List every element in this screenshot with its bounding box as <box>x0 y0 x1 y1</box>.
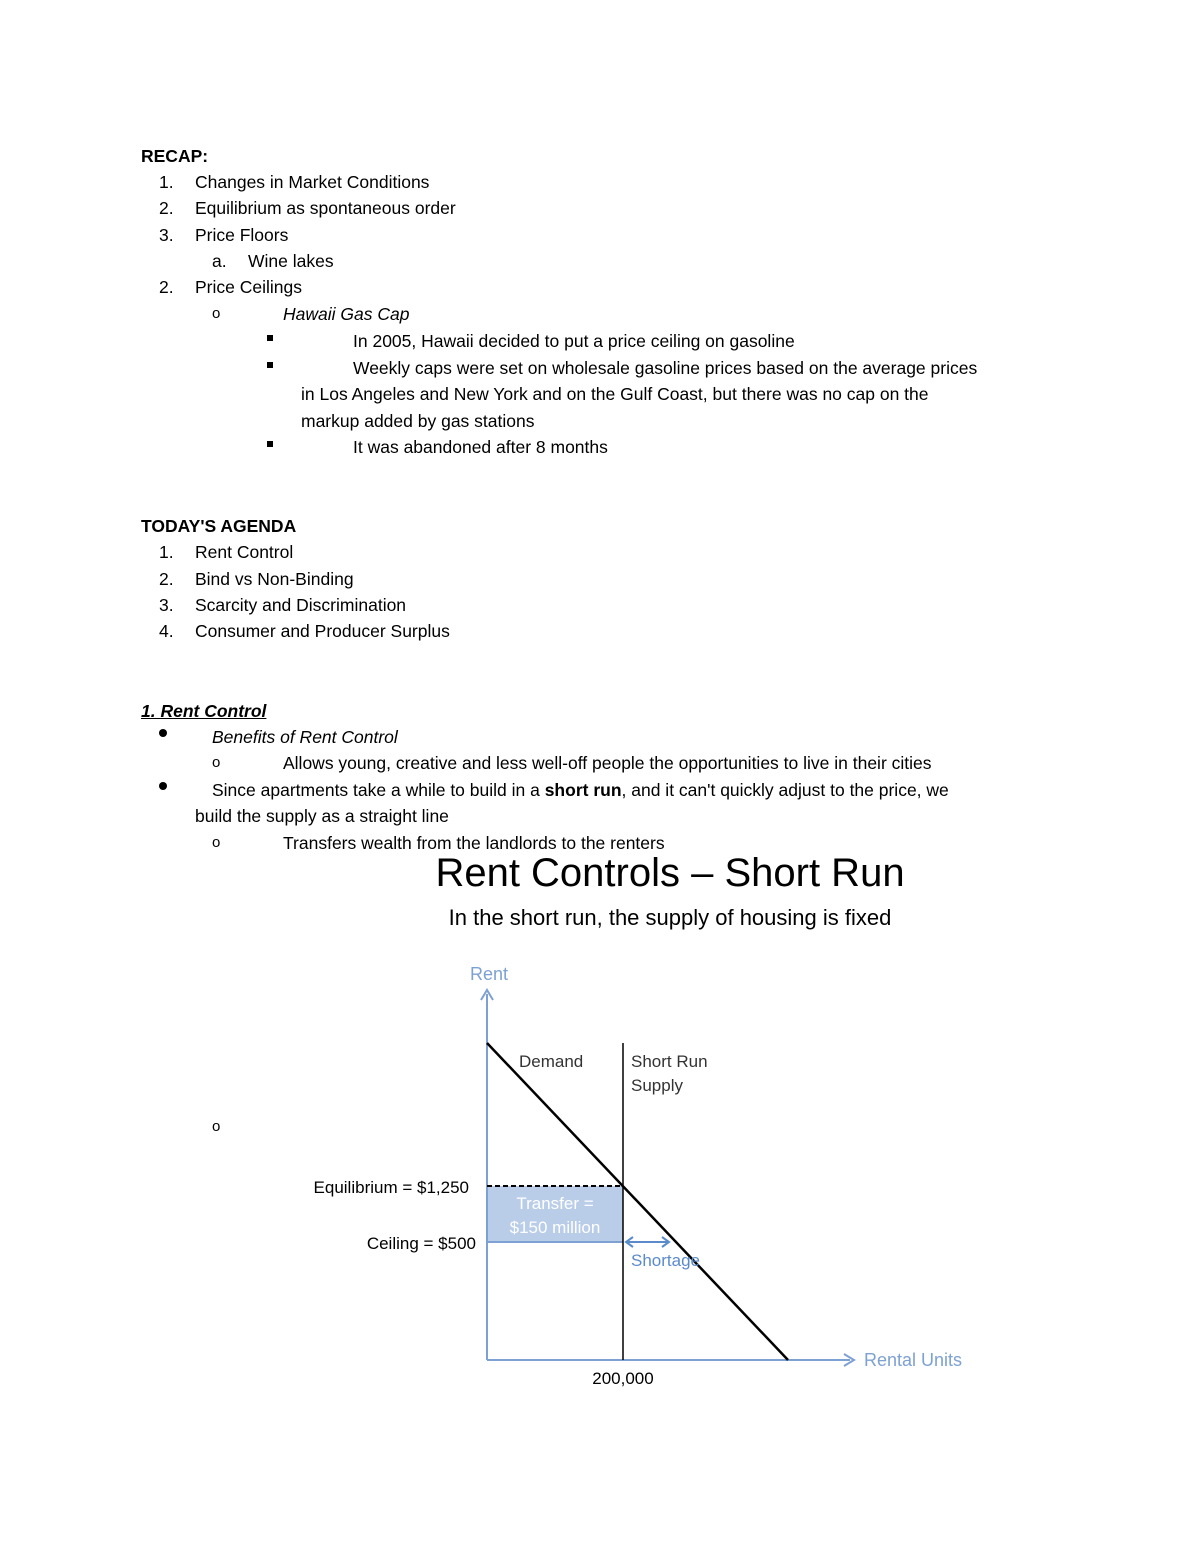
list-item: Rent Control <box>195 542 294 562</box>
hawaii-title: Hawaii Gas Cap <box>283 304 410 324</box>
benefit-item: Allows young, creative and less well-off people the opportunities to live in their cities <box>283 753 932 773</box>
list-number: a. <box>212 251 227 271</box>
ceiling-label: Ceiling = $500 <box>366 1234 476 1253</box>
shortage-label: Shortage <box>631 1251 700 1270</box>
supply-label-line2: Supply <box>631 1076 683 1095</box>
hollow-bullet-icon: o <box>212 1118 221 1135</box>
hawaii-point: It was abandoned after 8 months <box>353 437 608 457</box>
hawaii-point: In 2005, Hawaii decided to put a price ceiling on gasoline <box>353 331 795 351</box>
demand-label: Demand <box>519 1052 584 1071</box>
chart-subtitle: In the short run, the supply of housing is fixed <box>448 905 892 930</box>
benefits-title: Benefits of Rent Control <box>212 727 398 747</box>
agenda-heading: TODAY'S AGENDA <box>141 516 297 536</box>
transfer-note: Transfers wealth from the landlords to the renters <box>283 833 665 853</box>
hollow-bullet-icon: o <box>212 754 221 771</box>
transfer-label-line2: $150 million <box>509 1218 601 1237</box>
list-item: Equilibrium as spontaneous order <box>195 198 456 218</box>
list-item: Price Ceilings <box>195 277 302 297</box>
list-number: 3. <box>159 225 174 245</box>
y-axis-label: Rent <box>470 964 509 984</box>
list-item: Changes in Market Conditions <box>195 172 430 192</box>
hawaii-point-cont: in Los Angeles and New York and on the Gulf Coast, but there was no cap on the <box>301 384 929 404</box>
transfer-label-line1: Transfer = <box>516 1194 594 1213</box>
hollow-bullet-icon: o <box>212 305 221 322</box>
supply-label-line1: Short Run <box>631 1052 708 1071</box>
list-item: Scarcity and Discrimination <box>195 595 407 615</box>
list-item: Consumer and Producer Surplus <box>195 621 450 641</box>
equilibrium-label: Equilibrium = $1,250 <box>313 1178 469 1197</box>
list-number: 2. <box>159 569 174 589</box>
short-run-text: Since apartments take a while to build in a short run, and it can't quickly adjust to the price, we <box>212 780 949 800</box>
list-number: 4. <box>159 621 174 641</box>
list-item: Price Floors <box>195 225 289 245</box>
list-number: 2. <box>159 198 174 218</box>
recap-heading: RECAP: <box>141 146 209 166</box>
list-item: Wine lakes <box>248 251 334 271</box>
x-axis-label: Rental Units <box>864 1350 963 1370</box>
list-number: 1. <box>159 542 174 562</box>
hollow-bullet-icon: o <box>212 834 221 851</box>
hawaii-point-cont: markup added by gas stations <box>301 411 535 431</box>
list-number: 3. <box>159 595 174 615</box>
list-number: 2. <box>159 277 174 297</box>
list-item: Bind vs Non-Binding <box>195 569 354 589</box>
section-heading: 1. Rent Control <box>141 701 267 721</box>
hawaii-point: Weekly caps were set on wholesale gasoline prices based on the average prices <box>353 358 978 378</box>
x-tick-label: 200,000 <box>592 1369 654 1388</box>
list-number: 1. <box>159 172 174 192</box>
short-run-text-cont: build the supply as a straight line <box>195 806 449 826</box>
chart-title: Rent Controls – Short Run <box>435 851 905 895</box>
